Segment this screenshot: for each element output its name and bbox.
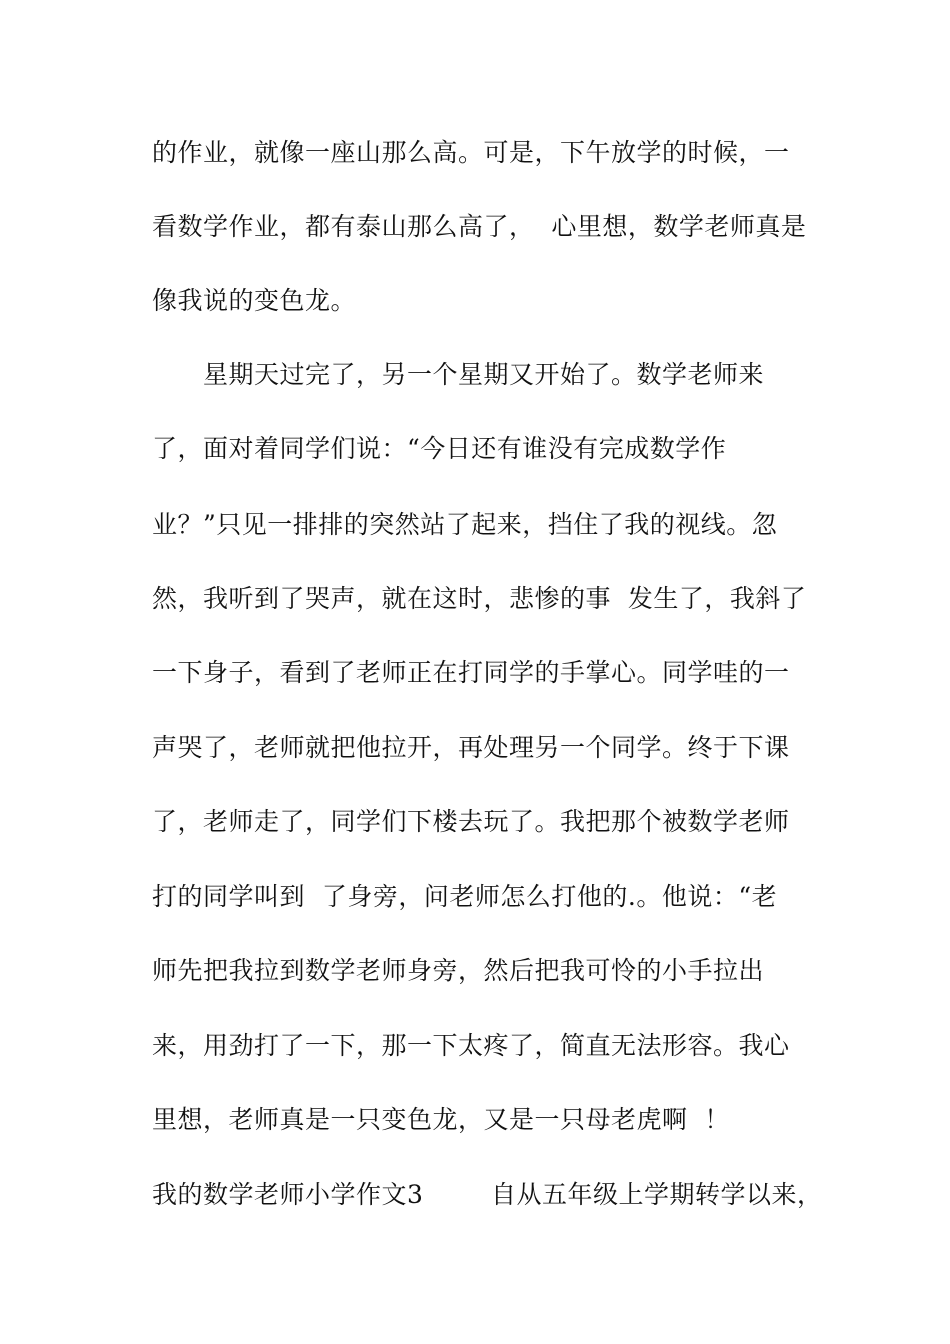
text-line: 业？”只见一排排的突然站了起来，挡住了我的视线。忽 [152, 510, 778, 539]
text-line: 看数学作业，都有泰山那么高了， 心里想，数学老师真是 [152, 212, 807, 241]
text-line: 里想，老师真是一只变色龙，又是一只母老虎啊 ！ [152, 1105, 730, 1134]
text-line: 师先把我拉到数学老师身旁，然后把我可怜的小手拉出 [152, 956, 765, 985]
text-line: 打的同学叫到 了身旁，问老师怎么打他的.。他说：“老 [152, 882, 778, 911]
text-line: 声哭了，老师就把他拉开，再处理另一个同学。终于下课 [152, 733, 790, 762]
section-heading-line: 我的数学老师小学作文3 自从五年级上学期转学以来， [152, 1180, 823, 1209]
text-line: 像我说的变色龙。 [152, 286, 357, 315]
paragraph-start-line: 星期天过完了，另一个星期又开始了。数学老师来 [203, 360, 765, 389]
text-line: 然，我听到了哭声，就在这时，悲惨的事 发生了，我斜了 [152, 584, 807, 613]
text-line: 了，老师走了，同学们下楼去玩了。我把那个被数学老师 [152, 807, 790, 836]
text-line: 了，面对着同学们说：“今日还有谁没有完成数学作 [152, 434, 727, 463]
text-line: 的作业，就像一座山那么高。可是，下午放学的时候，一 [152, 138, 790, 167]
text-line: 来，用劲打了一下，那一下太疼了，简直无法形容。我心 [152, 1031, 790, 1060]
text-line: 一下身子，看到了老师正在打同学的手掌心。同学哇的一 [152, 658, 790, 687]
